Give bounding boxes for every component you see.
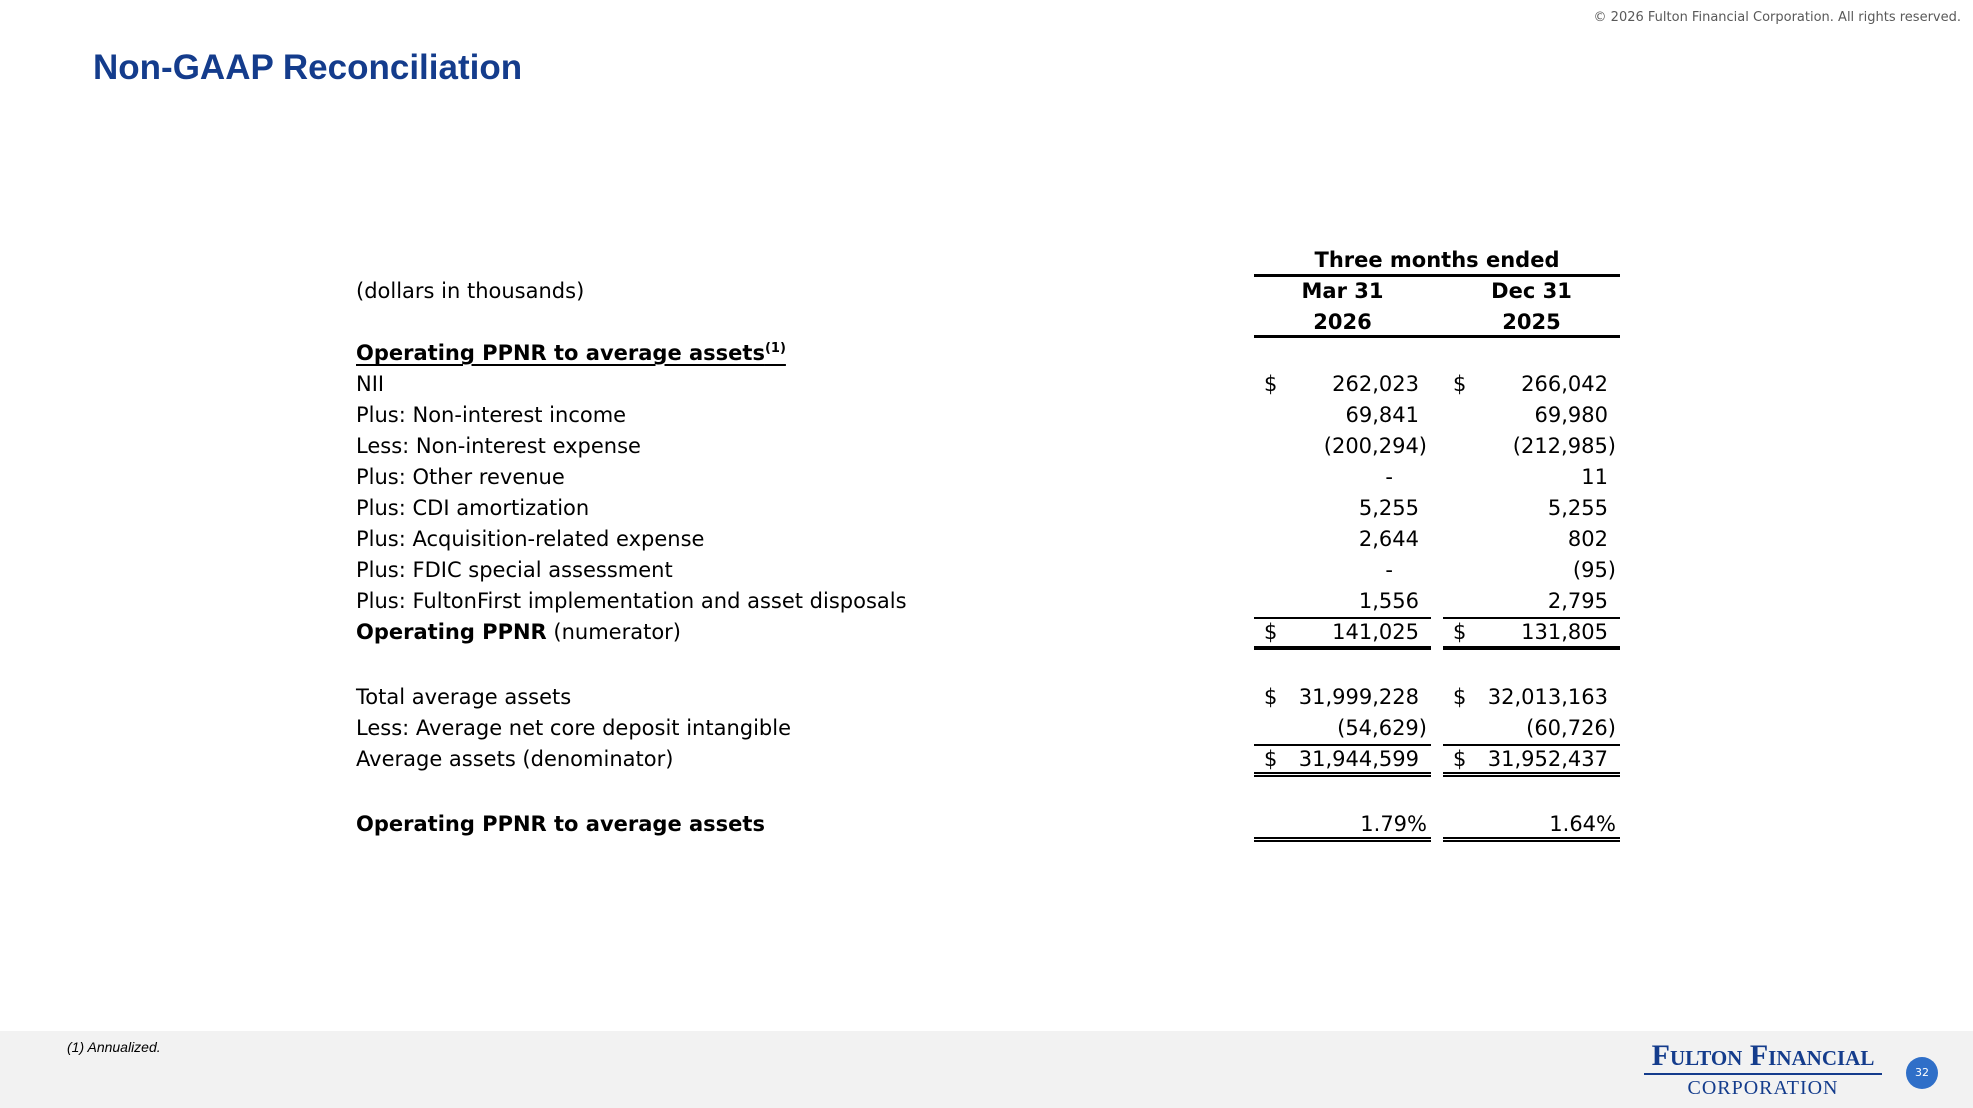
row-value: 262,023	[1332, 372, 1419, 396]
row-value: 11	[1581, 465, 1608, 489]
col1-year-cell	[1254, 307, 1431, 338]
currency-symbol: $	[1264, 620, 1278, 644]
row-cell-col1	[1254, 524, 1431, 555]
row-cell-col1	[1254, 744, 1431, 777]
row-cell-col1	[1254, 617, 1431, 650]
row-value: 131,805	[1521, 620, 1608, 644]
table-row	[356, 555, 1621, 586]
section-title: Operating PPNR to average assets$^{(1)}$	[356, 341, 786, 365]
row-value: 1,556	[1358, 589, 1419, 613]
row-label: Plus: Non-interest income	[356, 403, 627, 427]
subtotal-row-numerator	[356, 617, 1621, 648]
row-cell-col1	[1254, 431, 1431, 462]
currency-symbol: $	[1264, 372, 1278, 396]
row-cell-col1	[1254, 809, 1431, 842]
row-cell-col1	[1254, 462, 1431, 493]
row-label: Plus: FDIC special assessment	[356, 558, 673, 582]
row-value: -	[1385, 558, 1393, 582]
row-value: 5,255	[1547, 496, 1608, 520]
col2-header	[1443, 276, 1620, 307]
row-value: (60,726)	[1526, 716, 1616, 740]
ratio-row	[356, 809, 1621, 840]
row-value: -	[1385, 465, 1393, 489]
col2-period: Dec 31	[1491, 279, 1572, 303]
row-label: Total average assets	[356, 685, 572, 709]
header-row-period	[356, 276, 1621, 307]
footer-bar	[0, 1031, 1973, 1108]
row-value: 31,944,599	[1298, 747, 1419, 771]
page-number-badge: 32	[1906, 1057, 1938, 1089]
table-row	[356, 713, 1621, 744]
row-cell-col2	[1443, 493, 1620, 524]
table-row	[356, 682, 1621, 713]
row-value: (54,629)	[1337, 716, 1427, 740]
row-value: 32,013,163	[1487, 685, 1608, 709]
page-title: Non-GAAP Reconciliation	[93, 48, 523, 87]
row-value: (95)	[1572, 558, 1616, 582]
row-cell-col2	[1443, 744, 1620, 777]
row-value: 141,025	[1332, 620, 1419, 644]
row-cell-col2	[1443, 555, 1620, 586]
copyright-notice: © 2026 Fulton Financial Corporation. All rights reserved.	[1593, 10, 1961, 25]
currency-symbol: $	[1453, 685, 1467, 709]
row-cell-col1	[1254, 369, 1431, 400]
row-label: Plus: CDI amortization	[356, 496, 590, 520]
row-cell-col2	[1443, 586, 1620, 617]
row-value: 266,042	[1521, 372, 1608, 396]
row-cell-col2	[1443, 369, 1620, 400]
currency-symbol: $	[1264, 685, 1278, 709]
table-row	[356, 586, 1621, 617]
row-cell-col2	[1443, 400, 1620, 431]
row-label: Operating PPNR (numerator)	[356, 620, 681, 644]
row-cell-col1	[1254, 713, 1431, 744]
units-label: (dollars in thousands)	[356, 279, 585, 303]
row-cell-col2	[1443, 809, 1620, 842]
logo-wordmark: Fulton Financial	[1651, 1039, 1875, 1072]
company-logo	[1640, 1041, 1886, 1101]
table-row	[356, 524, 1621, 555]
col2-year: 2025	[1502, 310, 1561, 334]
row-label: Average assets (denominator)	[356, 747, 674, 771]
group-header: Three months ended	[1254, 245, 1620, 277]
row-value: (200,294)	[1323, 434, 1427, 458]
row-cell-col1	[1254, 682, 1431, 713]
row-value: 802	[1567, 527, 1608, 551]
row-cell-col2	[1443, 682, 1620, 713]
row-value: 69,980	[1534, 403, 1608, 427]
col1-period: Mar 31	[1301, 279, 1384, 303]
row-value: (212,985)	[1512, 434, 1616, 458]
row-label: Less: Average net core deposit intangible	[356, 716, 792, 740]
currency-symbol: $	[1453, 620, 1467, 644]
row-value: 31,952,437	[1487, 747, 1608, 771]
table-row	[356, 493, 1621, 524]
col1-year: 2026	[1313, 310, 1372, 334]
row-cell-col1	[1254, 400, 1431, 431]
table-row	[356, 462, 1621, 493]
row-cell-col2	[1443, 431, 1620, 462]
row-cell-col2	[1443, 617, 1620, 650]
currency-symbol: $	[1453, 372, 1467, 396]
row-cell-col1	[1254, 555, 1431, 586]
row-label: Less: Non-interest expense	[356, 434, 641, 458]
subtotal-row-denominator	[356, 744, 1621, 775]
row-cell-col1	[1254, 493, 1431, 524]
row-cell-col2	[1443, 524, 1620, 555]
financial-table	[356, 245, 1621, 840]
row-value: 1.64%	[1549, 812, 1616, 836]
row-value: 69,841	[1345, 403, 1419, 427]
logo-subtitle: CORPORATION	[1687, 1077, 1839, 1099]
row-cell-col2	[1443, 713, 1620, 744]
row-value: 5,255	[1358, 496, 1419, 520]
row-value: 2,795	[1547, 589, 1608, 613]
section-title-row	[356, 338, 1621, 369]
logo-rule	[1644, 1073, 1882, 1075]
table-row	[356, 369, 1621, 400]
table-row	[356, 431, 1621, 462]
row-label: Plus: Other revenue	[356, 465, 565, 489]
currency-symbol: $	[1264, 747, 1278, 771]
row-label: Plus: Acquisition-related expense	[356, 527, 705, 551]
row-cell-col2	[1443, 462, 1620, 493]
row-value: 2,644	[1358, 527, 1419, 551]
row-label: Operating PPNR to average assets	[356, 812, 765, 836]
row-value: 1.79%	[1360, 812, 1427, 836]
footnote-ref: (1)	[764, 341, 786, 356]
col2-year-cell	[1443, 307, 1620, 338]
row-label: NII	[356, 372, 385, 396]
header-row-year	[356, 307, 1621, 338]
row-value: 31,999,228	[1298, 685, 1419, 709]
footnote: (1) Annualized.	[67, 1039, 161, 1055]
row-label: Plus: FultonFirst implementation and asset disposals	[356, 589, 907, 613]
row-cell-col1	[1254, 586, 1431, 617]
col1-header	[1254, 276, 1431, 307]
currency-symbol: $	[1453, 747, 1467, 771]
table-row	[356, 400, 1621, 431]
header-row-group	[356, 245, 1621, 276]
